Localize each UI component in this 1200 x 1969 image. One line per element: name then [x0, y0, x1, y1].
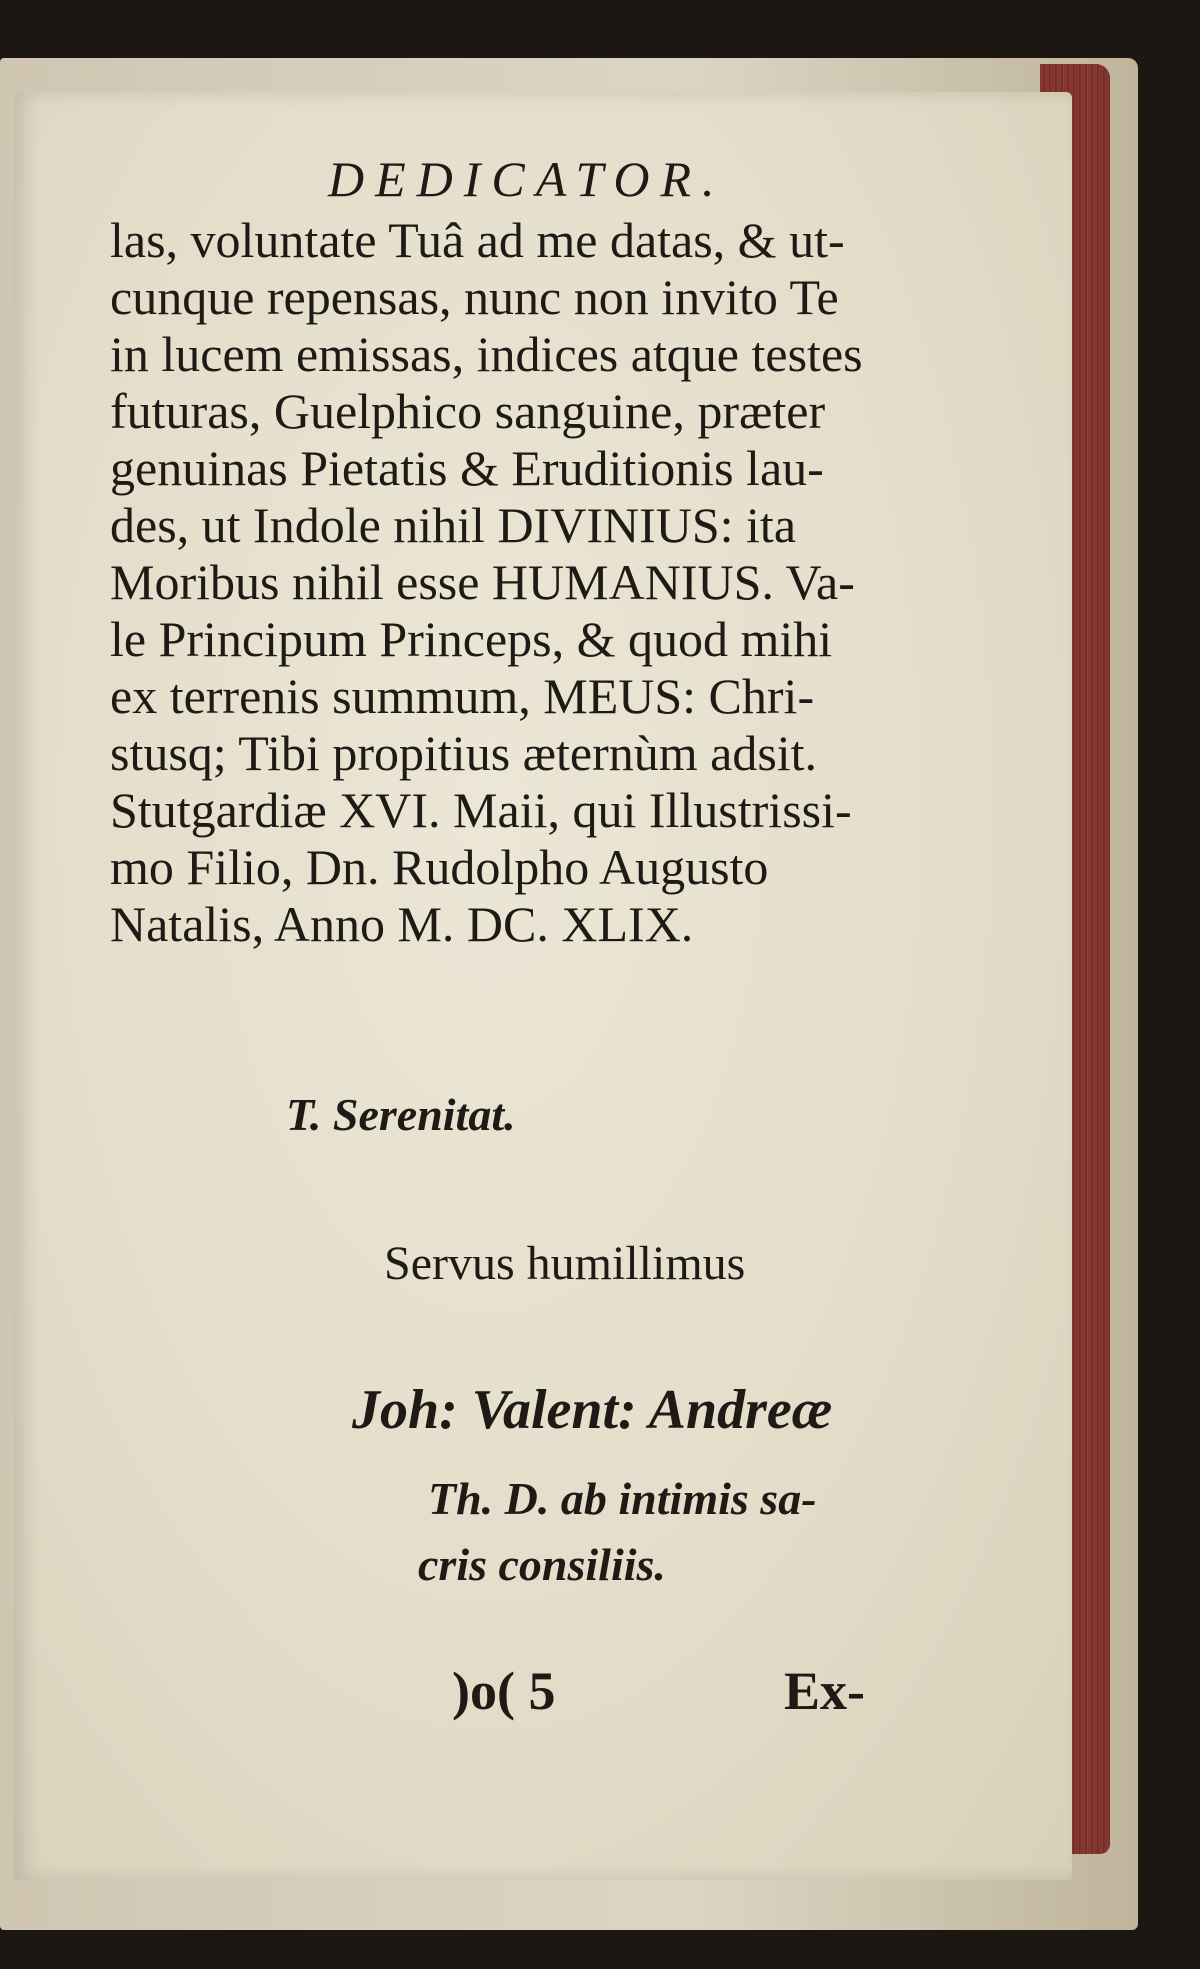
text-line: genuinas Pietatis & Eruditionis lau-	[110, 440, 824, 496]
signature-title: cris consiliis.	[418, 1539, 666, 1590]
catchword: Ex-	[784, 1661, 865, 1721]
running-head: DEDICATOR.	[328, 151, 726, 207]
text-line: mo Filio, Dn. Rudolpho Augusto	[110, 839, 769, 895]
text-line: Natalis, Anno M. DC. XLIX.	[110, 896, 694, 952]
text-line: las, voluntate Tuâ ad me datas, & ut-	[110, 212, 845, 268]
salutation: T. Serenitat.	[286, 1089, 516, 1140]
text-line: le Principum Princeps, & quod mihi	[110, 611, 833, 667]
text-line: Moribus nihil esse HUMANIUS. Va-	[110, 554, 855, 610]
text-line: ex terrenis summum, MEUS: Chri-	[110, 668, 815, 724]
text-line: in lucem emissas, indices atque testes	[110, 326, 863, 382]
signature-name: Joh: Valent: Andreæ	[352, 1379, 833, 1441]
closing-formula: Servus humillimus	[384, 1237, 746, 1290]
text-line: stusq; Tibi propitius æternùm adsit.	[110, 725, 818, 781]
text-line: Stutgardiæ XVI. Maii, qui Illustrissi-	[110, 782, 852, 838]
text-line: cunque repensas, nunc non invito Te	[110, 269, 839, 325]
signature-mark: )o( 5	[452, 1661, 556, 1721]
text-line: des, ut Indole nihil DIVINIUS: ita	[110, 497, 797, 553]
signature-title: Th. D. ab intimis sa-	[428, 1473, 817, 1524]
text-line: futuras, Guelphico sanguine, præter	[110, 383, 826, 439]
